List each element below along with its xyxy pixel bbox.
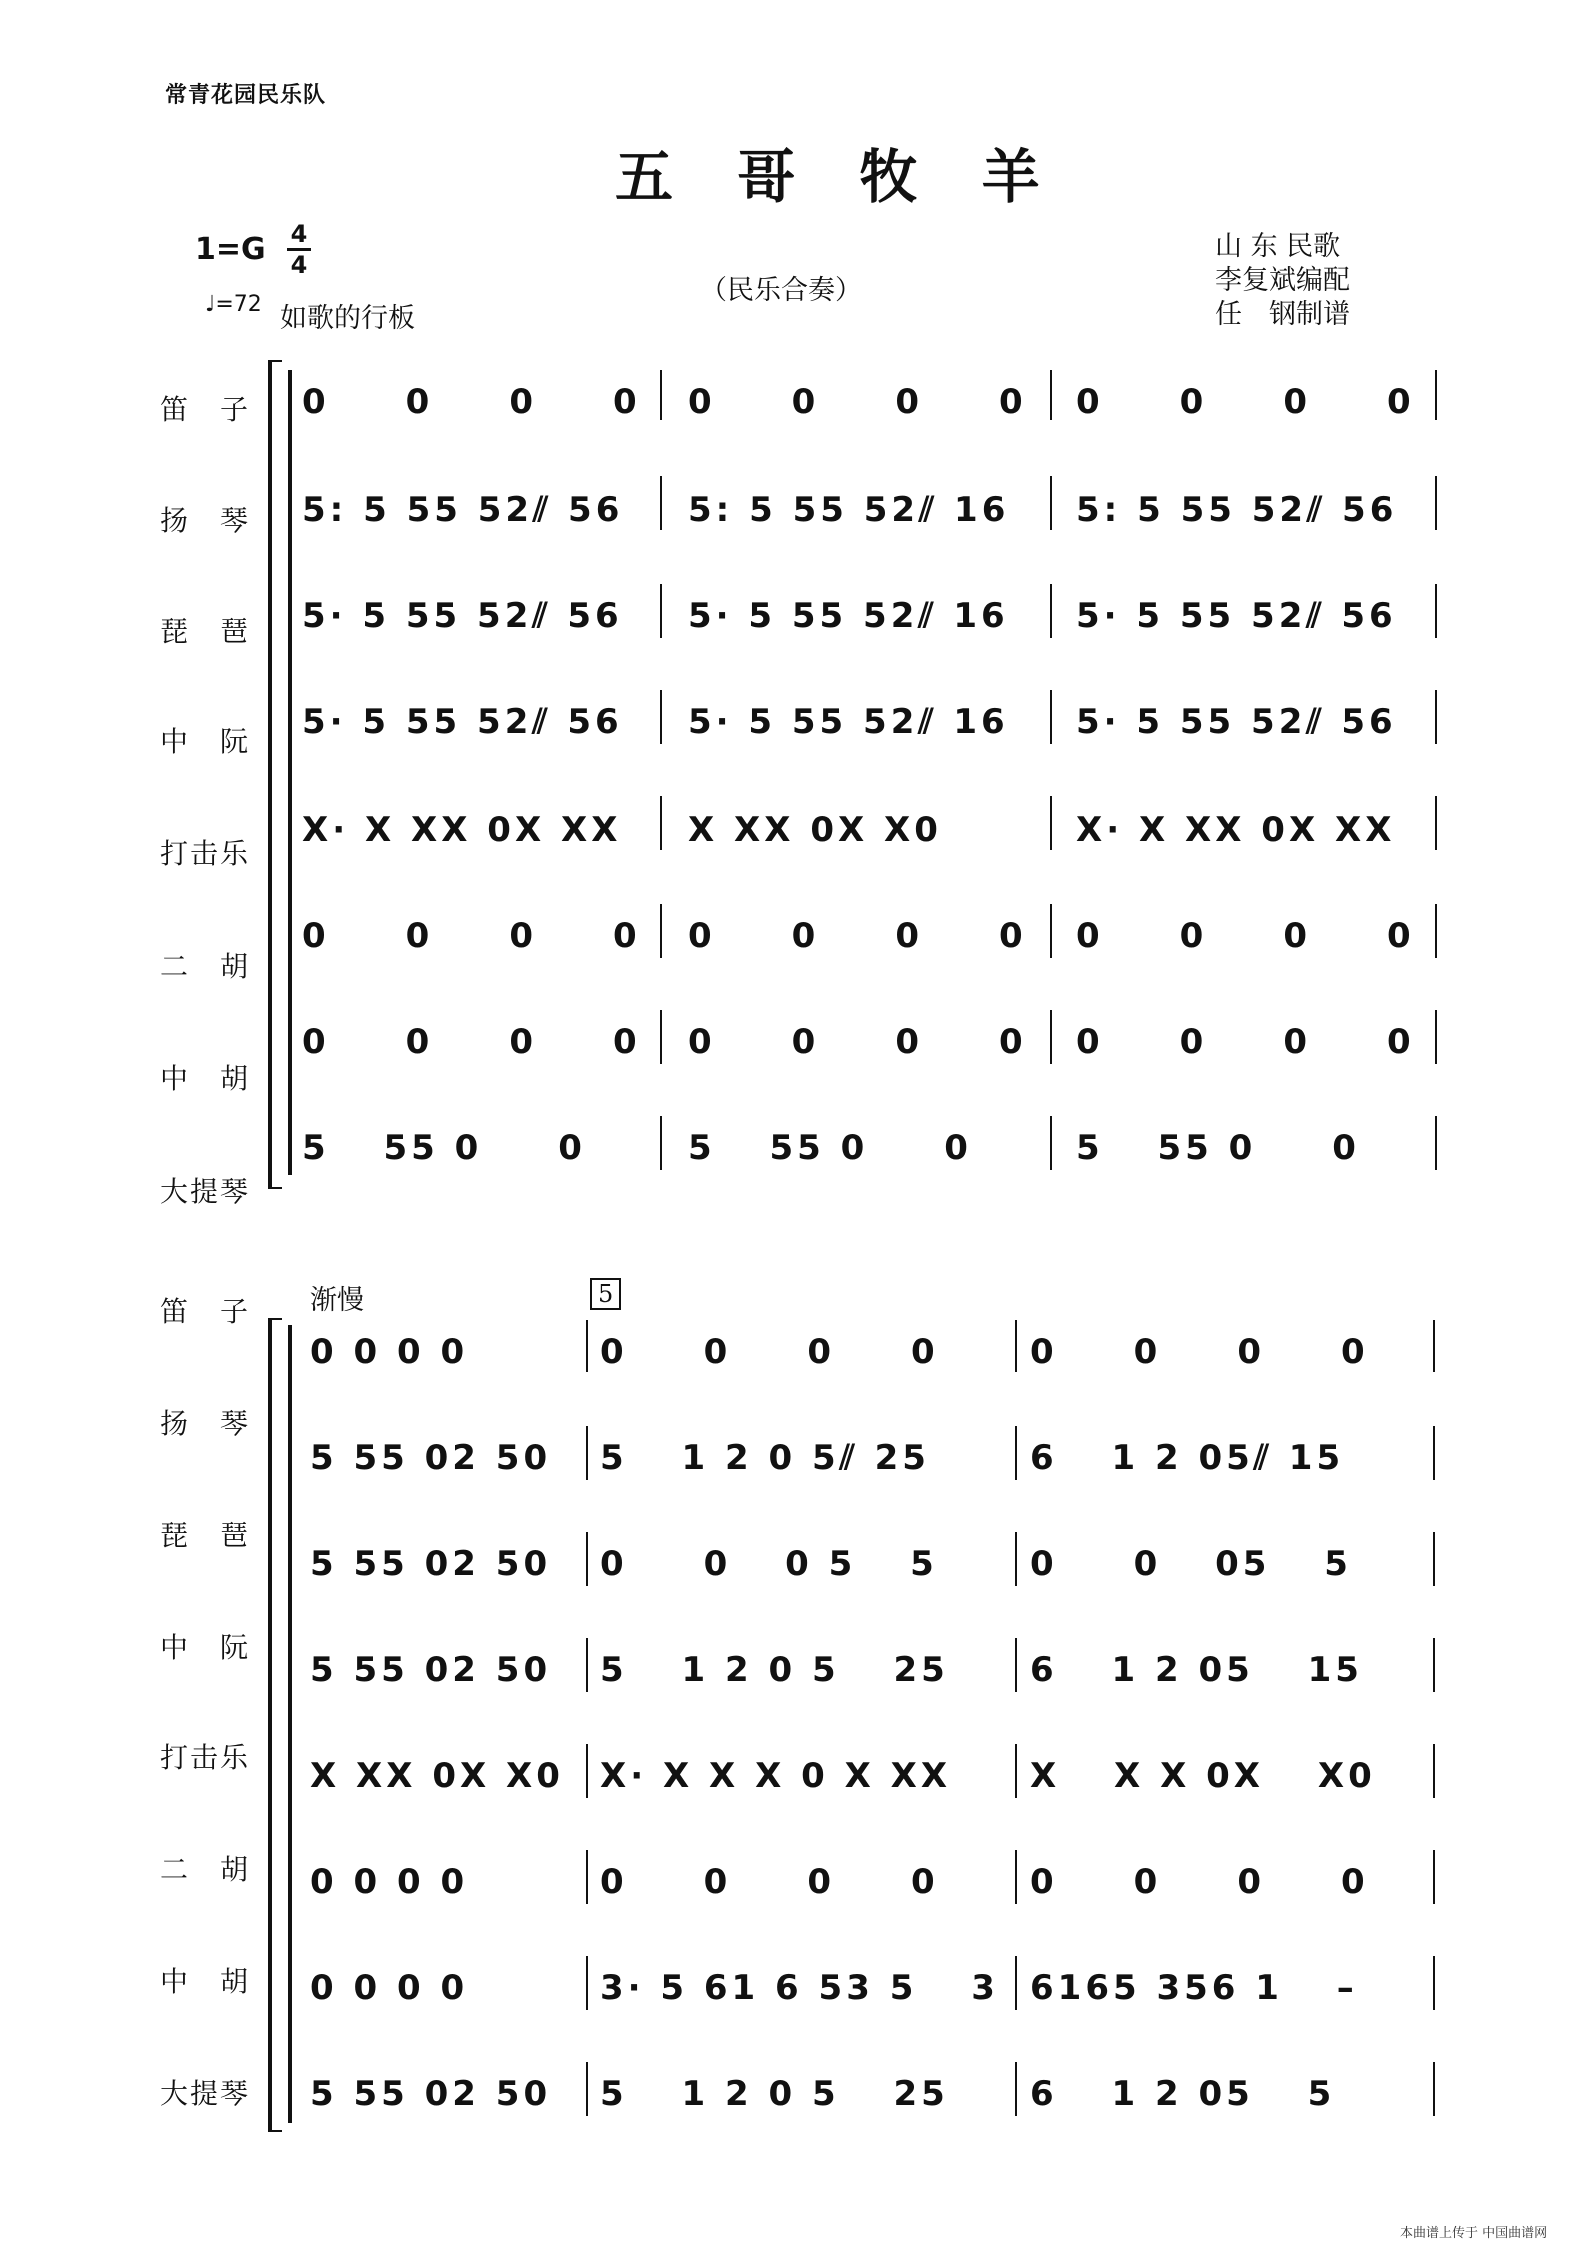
barline <box>1433 1850 1435 1904</box>
tempo-marking: ♩=72 <box>205 292 262 317</box>
barline <box>1015 1956 1017 2010</box>
measure: X· X XX 0X XX <box>1076 810 1396 850</box>
barline <box>1015 1850 1017 1904</box>
measure: 5· 5 55 52⫽ 16 <box>688 596 1009 636</box>
measure: 0 0 05 5 <box>1030 1544 1352 1584</box>
measure: 0 0 0 5 5 <box>600 1544 938 1584</box>
barline <box>660 690 662 744</box>
instrument-label: 打击乐 <box>159 1741 250 1774</box>
barline <box>586 1532 588 1586</box>
instrument-label: 打击乐 <box>159 837 250 870</box>
barline <box>1435 584 1437 638</box>
page-title: 五 哥 牧 羊 <box>615 143 1062 211</box>
barline <box>660 370 662 420</box>
barline <box>586 1320 588 1372</box>
measure: 5 55 02 50 <box>310 1438 552 1478</box>
barline <box>1433 1744 1435 1798</box>
instrument-label: 中 阮 <box>159 1631 250 1664</box>
barline <box>660 904 662 958</box>
instrument-label: 大提琴 <box>159 2077 250 2110</box>
barline <box>660 796 662 850</box>
barline <box>1015 1426 1017 1480</box>
measure: 0 0 0 0 <box>310 1862 469 1902</box>
barline <box>1435 904 1437 958</box>
barline <box>586 1638 588 1692</box>
barline <box>1433 1956 1435 2010</box>
barline <box>1433 1320 1435 1372</box>
instrument-label: 二 胡 <box>159 1853 250 1886</box>
barline <box>586 1744 588 1798</box>
barline <box>1050 476 1052 530</box>
measure: 5· 5 55 52⫽ 56 <box>1076 596 1397 636</box>
measure: 0 0 0 0 <box>310 1332 469 1372</box>
time-sig-bottom: 4 <box>290 251 308 279</box>
measure: 5· 5 55 52⫽ 56 <box>302 702 623 742</box>
measure: 5 1 2 0 5 25 <box>600 2074 949 2114</box>
barline <box>1433 1638 1435 1692</box>
key-signature <box>195 232 266 267</box>
measure: 5 55 02 50 <box>310 1544 552 1584</box>
instrument-label: 琵 琶 <box>159 615 250 648</box>
measure: 5 55 0 0 <box>1076 1128 1360 1168</box>
measure: 3· 5 61 6 53 5 3 <box>600 1968 999 2008</box>
barline <box>1435 690 1437 744</box>
measure: 0 0 0 0 <box>688 1022 1027 1062</box>
instrument-label: 中 胡 <box>159 1062 250 1095</box>
measure: 6 1 2 05 5 <box>1030 2074 1336 2114</box>
instrument-label: 二 胡 <box>159 950 250 983</box>
barline <box>1433 1532 1435 1586</box>
measure: 0 0 0 0 <box>688 382 1027 422</box>
barline <box>1433 2062 1435 2116</box>
barline <box>1050 1116 1052 1170</box>
system1-start-bar <box>288 370 292 1175</box>
measure: 5: 5 55 52⫽ 56 <box>1076 490 1398 530</box>
instrument-label: 笛 子 <box>159 1295 250 1328</box>
tempo-change: 渐慢 <box>310 1285 364 1316</box>
measure: 5: 5 55 52⫽ 56 <box>302 490 624 530</box>
instrument-label: 琵 琶 <box>159 1519 250 1552</box>
barline <box>1050 1010 1052 1064</box>
barline <box>660 1010 662 1064</box>
measure: 0 0 0 0 <box>302 382 641 422</box>
measure: X· X X X 0 X XX <box>600 1756 952 1796</box>
measure: 0 0 0 0 <box>310 1968 469 2008</box>
credits <box>1215 230 1350 332</box>
measure: 0 0 0 0 <box>688 916 1027 956</box>
measure: 5 1 2 0 5⫽ 25 <box>600 1438 930 1478</box>
time-signature <box>287 222 311 277</box>
measure: 0 0 0 0 <box>302 1022 641 1062</box>
barline <box>1435 370 1437 420</box>
instrument-label: 扬 琴 <box>159 504 250 537</box>
barline <box>660 476 662 530</box>
barline <box>1435 1116 1437 1170</box>
barline <box>1435 476 1437 530</box>
barline <box>1015 1744 1017 1798</box>
measure: 5 55 0 0 <box>688 1128 972 1168</box>
measure: 5 55 0 0 <box>302 1128 586 1168</box>
measure: 5 55 02 50 <box>310 1650 552 1690</box>
instrument-label: 笛 子 <box>159 393 250 426</box>
rehearsal-mark: 5 <box>590 1278 621 1310</box>
measure: 5· 5 55 52⫽ 16 <box>688 702 1009 742</box>
barline <box>586 1850 588 1904</box>
credit-notator: 任 钢制谱 <box>1215 299 1350 330</box>
instrument-label: 中 胡 <box>159 1965 250 1998</box>
measure: 5· 5 55 52⫽ 56 <box>302 596 623 636</box>
measure: 5 1 2 0 5 25 <box>600 1650 949 1690</box>
barline <box>660 1116 662 1170</box>
barline <box>1050 904 1052 958</box>
band-name: 常青花园民乐队 <box>165 83 327 108</box>
barline <box>1015 1638 1017 1692</box>
barline <box>586 2062 588 2116</box>
barline <box>1050 796 1052 850</box>
barline <box>586 1956 588 2010</box>
time-sig-top: 4 <box>290 220 308 248</box>
barline <box>1050 690 1052 744</box>
barline <box>1015 1320 1017 1372</box>
measure: 0 0 0 0 <box>1030 1332 1369 1372</box>
measure: X· X XX 0X XX <box>302 810 622 850</box>
measure: 0 0 0 0 <box>600 1332 939 1372</box>
system2-start-bar <box>288 1325 292 2123</box>
tempo-description: 如歌的行板 <box>280 303 415 334</box>
measure: 0 0 0 0 <box>600 1862 939 1902</box>
barline <box>586 1426 588 1480</box>
barline <box>1050 584 1052 638</box>
barline <box>1015 2062 1017 2116</box>
credit-arranger: 李复斌编配 <box>1215 265 1350 296</box>
measure: 0 0 0 0 <box>1030 1862 1369 1902</box>
upload-footer: 本曲谱上传于 中国曲谱网 <box>1400 2226 1548 2241</box>
measure: X X X 0X X0 <box>1030 1756 1376 1796</box>
instrument-label: 大提琴 <box>159 1175 250 1208</box>
measure: X XX 0X X0 <box>688 810 942 850</box>
measure: 5 55 02 50 <box>310 2074 552 2114</box>
measure: 0 0 0 0 <box>1076 916 1415 956</box>
credit-origin: 山 东 民歌 <box>1215 231 1341 262</box>
subtitle: （民乐合奏） <box>700 275 862 306</box>
measure: 0 0 0 0 <box>1076 1022 1415 1062</box>
barline <box>1050 370 1052 420</box>
barline <box>660 584 662 638</box>
measure: 5: 5 55 52⫽ 16 <box>688 490 1010 530</box>
barline <box>1015 1532 1017 1586</box>
barline <box>1435 1010 1437 1064</box>
instrument-label: 中 阮 <box>159 725 250 758</box>
instrument-label: 扬 琴 <box>159 1407 250 1440</box>
barline <box>1435 796 1437 850</box>
measure: 6165 356 1 – <box>1030 1968 1358 2008</box>
barline <box>1433 1426 1435 1480</box>
measure: 6 1 2 05 15 <box>1030 1650 1363 1690</box>
measure: 6 1 2 05⫽ 15 <box>1030 1438 1345 1478</box>
measure: 0 0 0 0 <box>302 916 641 956</box>
key-label: 1=G <box>195 232 266 267</box>
measure: 0 0 0 0 <box>1076 382 1415 422</box>
measure: 5· 5 55 52⫽ 56 <box>1076 702 1397 742</box>
measure: X XX 0X X0 <box>310 1756 564 1796</box>
